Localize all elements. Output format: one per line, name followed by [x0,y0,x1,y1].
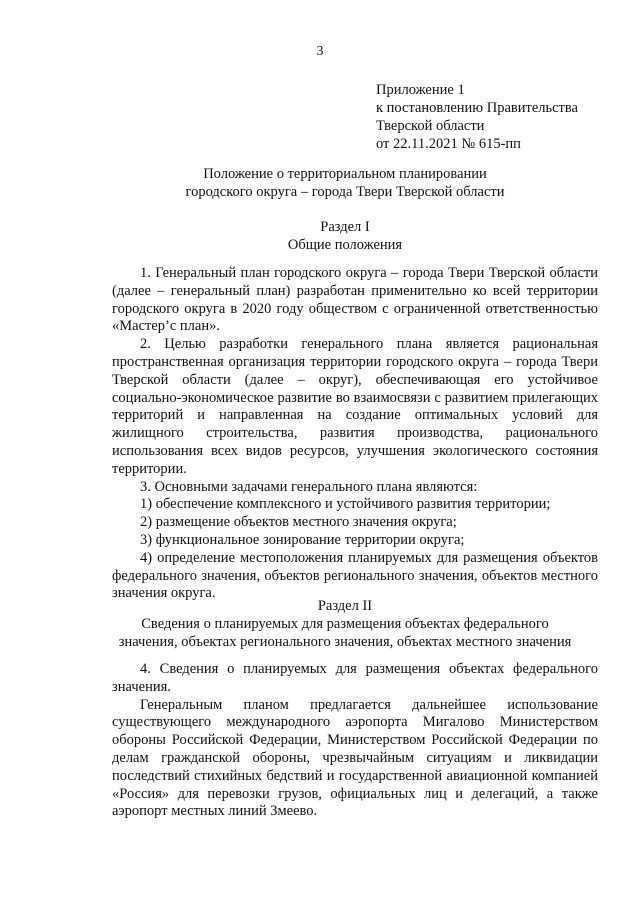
section-1-heading [100,218,590,254]
section-1-name: Общие положения [287,237,403,253]
list-item: 1) обеспечение комплексного и устойчивого развития территории; [140,496,551,513]
appendix-line-3: Тверской области [376,118,485,134]
paragraph: 1. Генеральный план городского округа – города Твери Тверской области (далее – генеральный план) разработан применительно ко всей территории городского округа в 2020 году обществом с ограниченной ответственностью «Мастер’с план». [112,265,598,335]
section-2-name-line-2: значения, объектах регионального значения, объектах местного значения [118,634,572,650]
list-item: 2) размещение объектов местного значения округа; [140,514,457,531]
page-number: 3 [316,44,324,59]
paragraph: 3. Основными задачами генерального плана являются: [140,478,478,495]
section-2-name-line-1: Сведения о планируемых для размещения объектах федерального [141,616,549,632]
section-1-number: Раздел I [320,219,370,235]
section-2-body [112,661,598,821]
appendix-line-1: Приложение 1 [376,82,465,98]
list-item: 3) функциональное зонирование территории округа; [140,531,465,548]
section-2-heading [100,597,590,651]
list-item: 4) определение местоположения планируемых для размещения объектов федерального значения, объектов регионального значения, объектов местного значения округа. [112,549,598,602]
document-title-line-1: Положение о территориальном планировании [203,166,487,182]
appendix-line-2: к постановлению Правительства [376,100,578,116]
appendix-header [376,81,626,153]
document-title-line-2: городского округа – города Твери Тверской области [185,184,505,200]
section-1-body [112,265,598,603]
document-title [100,165,590,201]
appendix-line-4: от 22.11.2021 № 615-пп [376,136,521,152]
paragraph: 2. Целью разработки генерального плана является рациональная пространственная организация территории городского округа – города Твери Тверской области (далее – округ), обеспечивающая его устойчивое социально-экономическое развитие во взаимосвязи с развитием прилегающих территорий и направленная на создание оптимальных условий для жилищного строительства, развития производства, рационального использования всех видов ресурсов, улучшения экологического состояния территории. [112,336,598,477]
section-2-number: Раздел II [317,598,373,614]
paragraph: Генеральным планом предлагается дальнейшее использование существующего международного аэропорта Мигалово Министерством обороны Российской Федерации, Министерством Российской Федерации по делам гражданской обороны, чрезвычайным ситуациям и ликвидации последствий стихийных бедствий и государственной авиационной компанией «Россия» для перевозки грузов, официальных лиц и делегаций, а также аэропорт местных линий Змеево. [112,696,598,820]
paragraph: 4. Сведения о планируемых для размещения объектах федерального значения. [112,661,598,695]
